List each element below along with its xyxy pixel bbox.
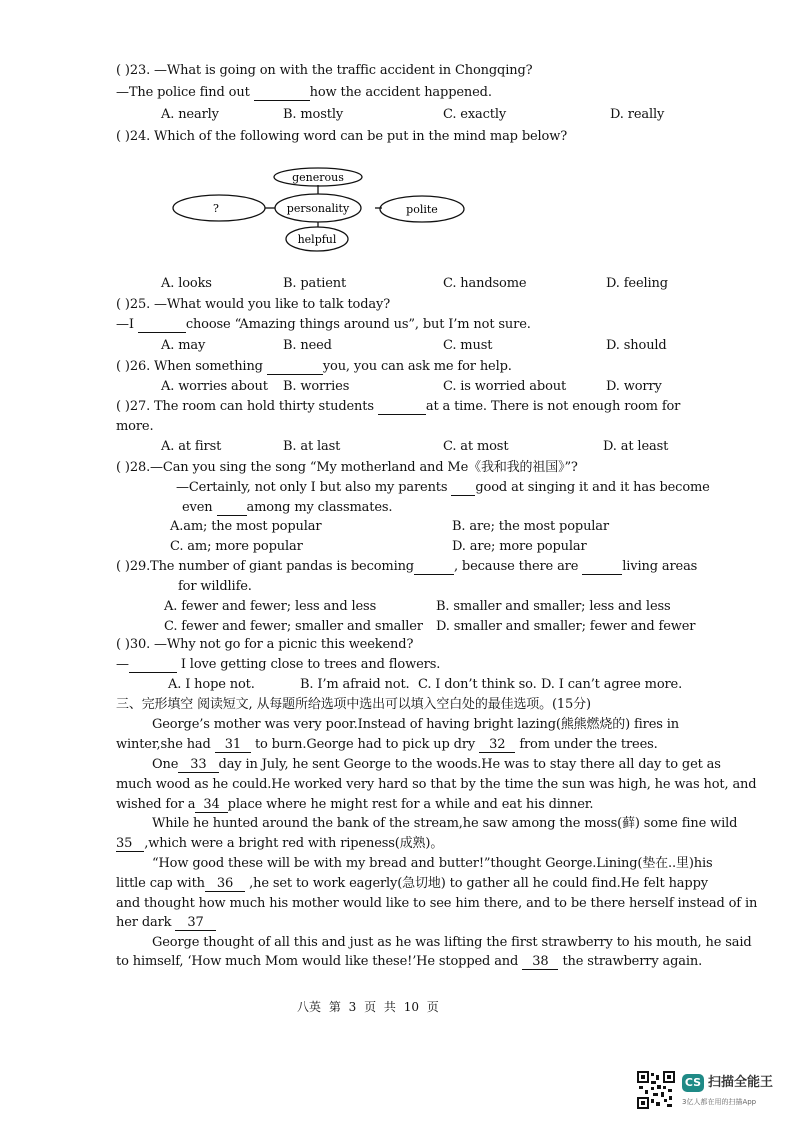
blank-38: 38 [522, 954, 558, 970]
passage-p5-line2: to himself, ‘How much Mom would like these!’He stopped and 38 the strawberry again. [116, 954, 703, 969]
mindmap-left-label: ? [213, 202, 219, 215]
passage-p4-line3: and thought how much his mother would like to see him there, and to be there herself instead of in [116, 896, 758, 911]
q23-option-c: C. exactly [443, 107, 507, 122]
mindmap-right-label: polite [406, 203, 438, 216]
mindmap-top-node [274, 168, 362, 186]
passage-p1-line2: winter,she had 31 to burn.George had to pick up dry 32 from under the trees. [116, 737, 658, 752]
q24-option-d: D. feeling [606, 276, 668, 291]
passage-p3-line1: While he hunted around the bank of the stream,he saw among the moss(藓) some fine wild [152, 816, 738, 831]
q25-option-a: A. may [161, 338, 206, 353]
scanner-tagline: 3亿人都在用的扫描App [682, 1098, 757, 1106]
blank-35: 35 [116, 836, 144, 852]
q30-option-a: A. I hope not. [168, 677, 255, 692]
q23-option-b: B. mostly [283, 107, 344, 122]
passage-p4-line2: little cap with 36 ,he set to work eagerly(急切地) to gather all he could find.He felt happy [116, 876, 708, 891]
q27-option-a: A. at first [161, 439, 222, 454]
passage-p4-line4: her dark 37 [116, 914, 216, 932]
q27-option-b: B. at last [283, 439, 341, 454]
q29-option-a: A. fewer and fewer; less and less [164, 599, 377, 614]
question-29: ( )29.The number of giant pandas is becoming , because there are living areas [116, 559, 698, 574]
q23-option-a: A. nearly [161, 107, 219, 122]
passage-p3-line2: 35 ,which were a bright red with ripeness(成熟)。 [116, 836, 444, 851]
question-27: ( )27. The room can hold thirty students at a time. There is not enough room for [116, 399, 681, 414]
mindmap-bottom-node [286, 227, 348, 251]
question-30: ( )30. —Why not go for a picnic this weekend? [116, 637, 414, 652]
q29-option-b: B. smaller and smaller; less and less [436, 599, 671, 614]
q29-option-d: D. smaller and smaller; fewer and fewer [436, 619, 696, 634]
q24-option-b: B. patient [283, 276, 347, 291]
q24-option-a: A. looks [161, 276, 212, 291]
q24-option-c: C. handsome [443, 276, 527, 291]
q26-option-b: B. worries [283, 379, 350, 394]
passage-p2-line3: wished for a 34 place where he might rest for a while and eat his dinner. [116, 797, 594, 812]
q23-reply: —The police find out how the accident happened. [116, 85, 492, 100]
mindmap-left-node [173, 195, 265, 221]
q28-option-c: C. am; more popular [170, 539, 303, 554]
passage-p2-line1: One 33 day in July, he sent George to the woods.He was to stay there all day to get as [152, 757, 721, 772]
question-25: ( )25. —What would you like to talk today? [116, 297, 391, 312]
section-3-heading: 三、完形填空 阅读短文, 从每题所给选项中选出可以填入空白处的最佳选项。(15分) [116, 697, 591, 712]
scanner-app-name: 扫描全能王 [708, 1075, 774, 1090]
blank-37: 37 [175, 915, 215, 931]
q25-option-c: C. must [443, 338, 493, 353]
blank-31: 31 [215, 737, 251, 753]
q26-option-c: C. is worried about [443, 379, 567, 394]
question-26: ( )26. When something you, you can ask me for help. [116, 359, 512, 374]
mind-map [170, 160, 480, 260]
mindmap-top-label: generous [292, 171, 344, 184]
mindmap-bottom-label: helpful [297, 233, 337, 246]
mindmap-center-label: personality [286, 202, 350, 215]
q26-option-a: A. worries about [161, 379, 268, 394]
blank-36: 36 [205, 876, 245, 892]
qr-code-icon [637, 1071, 675, 1109]
blank-34: 34 [195, 797, 227, 813]
passage-p1-line1: George’s mother was very poor.Instead of having bright lazing(熊熊燃烧的) fires in [152, 717, 679, 732]
q30-option-c: C. I don’t think so. [418, 677, 537, 692]
q28-option-b: B. are; the most popular [452, 519, 609, 534]
passage-p4-line1: “How good these will be with my bread and butter!”thought George.Lining(垫在..里)his [152, 856, 713, 871]
passage-p2-line2: much wood as he could.He worked very hard so that by the time the sun was high, he was hot, and [116, 777, 757, 792]
page-footer: 八英 第 3 页 共 10 页 [297, 1000, 439, 1014]
q30-option-d: D. I can’t agree more. [541, 677, 683, 692]
q27-option-c: C. at most [443, 439, 509, 454]
q28-option-a: A.am; the most popular [170, 519, 322, 534]
q27-continuation: more. [116, 419, 154, 434]
q28-option-d: D. are; more popular [452, 539, 587, 554]
q23-option-d: D. really [610, 107, 665, 122]
q28-reply-line2: even among my classmates. [182, 500, 393, 515]
question-24: ( )24. Which of the following word can be put in the mind map below? [116, 129, 568, 144]
q29-continuation: for wildlife. [178, 579, 252, 594]
camscanner-logo-icon: CS [682, 1074, 704, 1092]
q26-option-d: D. worry [606, 379, 662, 394]
blank-32: 32 [479, 737, 515, 753]
q30-reply: — I love getting close to trees and flowers. [116, 657, 441, 672]
mindmap-center-node [275, 194, 361, 222]
question-28: ( )28.—Can you sing the song “My motherland and Me《我和我的祖国》”? [116, 460, 578, 475]
q25-option-b: B. need [283, 338, 332, 353]
blank-33: 33 [178, 757, 218, 773]
q30-option-b: B. I’m afraid not. [300, 677, 410, 692]
q25-reply: —I choose “Amazing things around us”, but I’m not sure. [116, 317, 531, 332]
mindmap-right-node [380, 196, 464, 222]
q27-option-d: D. at least [603, 439, 669, 454]
q28-reply: —Certainly, not only I but also my parents good at singing it and it has become [176, 480, 710, 495]
question-23: ( )23. —What is going on with the traffic accident in Chongqing? [116, 63, 533, 78]
q25-option-d: D. should [606, 338, 667, 353]
passage-p5-line1: George thought of all this and just as he was lifting the first strawberry to his mouth, he said [152, 935, 752, 950]
q29-option-c: C. fewer and fewer; smaller and smaller [164, 619, 423, 634]
